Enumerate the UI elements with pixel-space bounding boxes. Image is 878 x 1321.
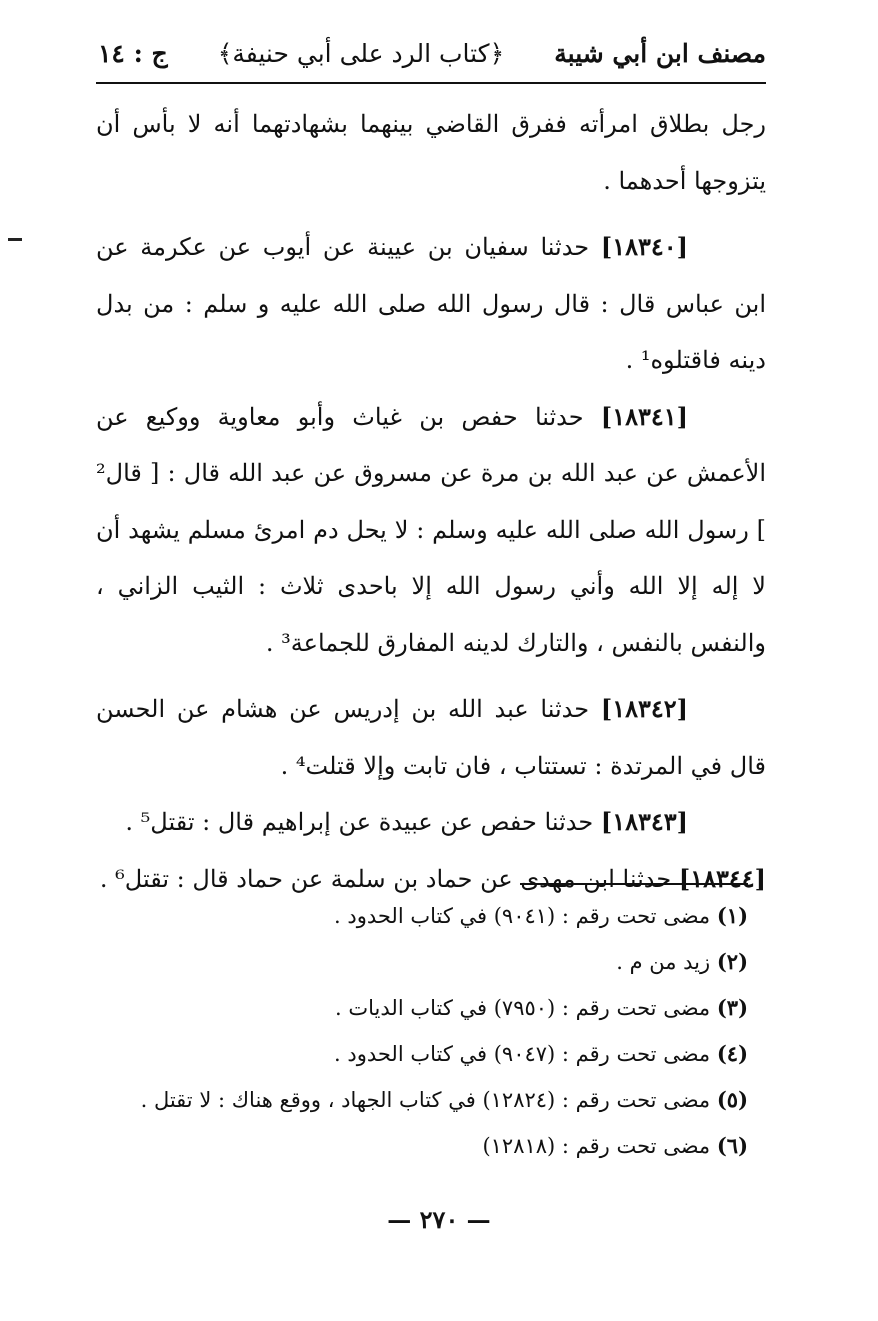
main-text <box>96 96 766 907</box>
running-header <box>98 30 766 76</box>
hadith-number: [١٨٣٤٠] <box>600 232 688 261</box>
continuation-paragraph: رجل بطلاق امرأته ففرق القاضي بينهما بشهادتهما أنه لا بأس أن يتزوجها أحدهما . <box>96 110 766 195</box>
footnote-2 <box>96 939 748 985</box>
footnote-3 <box>96 985 748 1031</box>
margin-speck <box>8 238 22 241</box>
footnote-text: مضى تحت رقم : (٩٠٤١) في كتاب الحدود . <box>334 904 717 928</box>
hadith-text: حدثنا ابن مهدى عن حماد بن سلمة عن حماد قال : تقتل⁶ . <box>99 864 679 893</box>
footnote-text: مضى تحت رقم : (٩٠٤٧) في كتاب الحدود . <box>334 1042 717 1066</box>
chapter-title: ﴿كتاب الرد على أبي حنيفة﴾ <box>217 38 505 68</box>
footnote-text: مضى تحت رقم : (١٢٨٢٤) في كتاب الجهاد ، ووقع هناك : لا تقتل . <box>140 1088 717 1112</box>
hadith-18343 <box>96 794 766 851</box>
footnote-number: (٢) <box>716 949 748 974</box>
footnote-number: (١) <box>716 903 748 928</box>
page-number: — ٢٧٠ — <box>387 1205 491 1234</box>
footnote-number: (٥) <box>716 1087 748 1112</box>
footnote-number: (٣) <box>716 995 748 1020</box>
hadith-number: [١٨٣٤٤] <box>678 863 766 893</box>
hadith-18340 <box>96 219 766 389</box>
hadith-number: [١٨٣٤٢] <box>600 694 688 723</box>
footnote-number: (٤) <box>716 1041 748 1066</box>
hadith-number: [١٨٣٤١] <box>600 401 688 431</box>
footnote-5 <box>96 1077 748 1123</box>
footnote-text: مضى تحت رقم : (١٢٨١٨) <box>482 1134 717 1158</box>
footnote-4 <box>96 1031 748 1077</box>
book-title: مصنف ابن أبي شيبة <box>554 38 766 68</box>
footnotes <box>96 893 748 1169</box>
hadith-18342 <box>96 681 766 794</box>
footnote-text: مضى تحت رقم : (٧٩٥٠) في كتاب الديات . <box>335 996 717 1020</box>
footnote-number: (٦) <box>716 1133 748 1158</box>
hadith-text: حدثنا حفص بن غياث وأبو معاوية ووكيع عن الأعمش عن عبد الله بن مرة عن مسروق عن عبد الله قال : [ قال² ] رسول الله صلى الله عليه وسلم : لا يحل دم امرئ مسلم يشهد أن لا إله إلا الله وأني رسول الله إلا باحدى ثلاث : الثيب الزاني ، والنفس بالنفس ، والتارك لدينه المفارق للجماعة³ . <box>96 402 766 657</box>
hadith-text: حدثنا حفص عن عبيدة عن إبراهيم قال : تقتل⁵ . <box>125 808 601 836</box>
hadith-number: [١٨٣٤٣] <box>600 807 688 836</box>
header-divider <box>96 82 766 84</box>
hadith-text: حدثنا سفيان بن عيينة عن أيوب عن عكرمة عن ابن عباس قال : قال رسول الله صلى الله عليه و سلم : من بدل دينه فاقتلوه¹ . <box>96 233 766 374</box>
footnote-1 <box>96 893 748 939</box>
hadith-18341 <box>96 389 766 672</box>
footnote-text: زيد من م . <box>616 950 717 974</box>
hadith-text: حدثنا عبد الله بن إدريس عن هشام عن الحسن قال في المرتدة : تستتاب ، فان تابت وإلا قتلت⁴ . <box>96 695 766 780</box>
footnote-6 <box>96 1123 748 1169</box>
footnote-divider <box>520 883 748 885</box>
volume-number: ج : ١٤ <box>98 38 168 68</box>
